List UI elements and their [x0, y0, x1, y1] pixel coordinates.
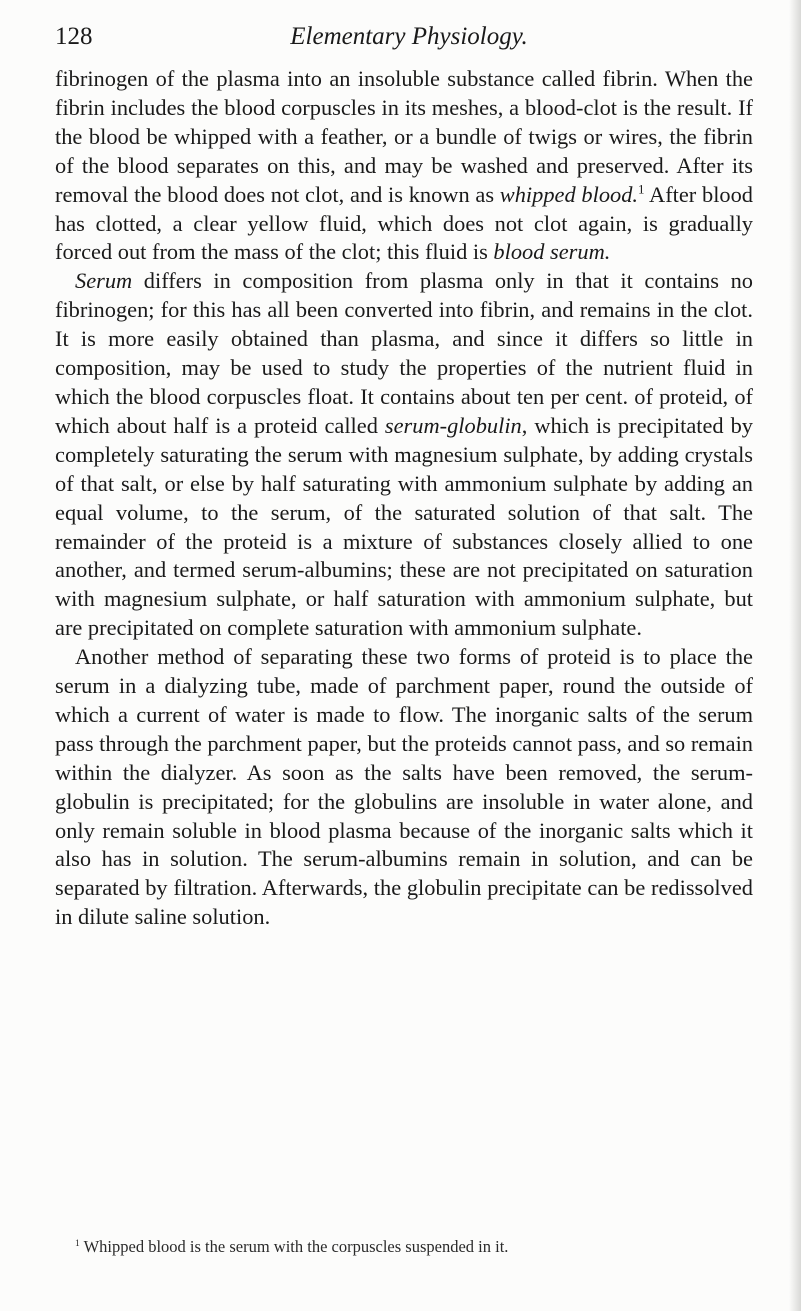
paragraph-text: , which is precipitated by completely saturating the serum with magnesium sulphate, by adding crystals of that salt, or else by half saturating with ammonium sulphate by adding an equal volume, to the serum, of the saturated solution of that salt. The remainder of the proteid is a mixture of substances closely allied to one another, and termed serum-albumins; these are not precipitated on saturation with magnesium sulphate, or half saturation with ammonium sulphate, but are precipitated on complete saturation with ammonium sulphate.	[55, 412, 753, 641]
paragraph-continuation	[55, 65, 753, 267]
paragraph-serum	[55, 267, 753, 643]
page-edge-shadow	[789, 0, 801, 1311]
term-blood-serum: blood serum.	[493, 239, 611, 265]
footnote-reference: 1	[638, 181, 645, 197]
body-text	[55, 65, 753, 932]
term-serum-globulin: serum-globulin	[384, 412, 522, 438]
running-title: Elementary Physiology.	[290, 23, 528, 50]
term-whipped-blood: whipped blood.	[499, 181, 639, 207]
footnote-marker: 1	[75, 1237, 80, 1249]
footnote	[55, 1236, 753, 1258]
page-number: 128	[55, 23, 93, 50]
paragraph-text: fibrinogen of the plasma into an insoluble substance called fibrin. When the fibrin includes the blood corpuscles in its meshes, a blood-clot is the result. If the blood be whipped with a feather, or a bundle of twigs or wires, the fibrin of the blood separates on this, and may be washed and preserved. After its removal the blood does not clot, and is known as	[55, 66, 753, 207]
term-serum: Serum	[75, 268, 133, 294]
footnote-text: Whipped blood is the serum with the corpuscles suspended in it.	[79, 1237, 509, 1256]
paragraph-dialysis: Another method of separating these two forms of proteid is to place the serum in a dialyzing tube, made of parchment paper, round the outside of which a current of water is made to flow. The inorganic salts of the serum pass through the parchment paper, but the proteids cannot pass, and so remain within the dialyzer. As soon as the salts have been removed, the serum-globulin is precipitated; for the globulins are insoluble in water alone, and only remain soluble in blood plasma because of the inorganic salts which it also has in solution. The serum-albumins remain in solution, and can be separated by filtration. Afterwards, the globulin precipitate can be redissolved in dilute saline solution.	[55, 644, 754, 930]
running-head	[55, 22, 755, 56]
paragraph-text: After blood has clotted, a clear yellow fluid, which does not clot again, is gradually forced out from the mass of the clot; this fluid is	[55, 181, 753, 265]
paragraph-text: differs in composition from plasma only in that it contains no fibrinogen; for this has all been converted into fibrin, and remains in the clot. It is more easily obtained than plasma, and since it differs so little in composition, may be used to study the properties of the nutrient fluid in which the blood corpuscles float. It contains about ten per cent. of proteid, of which about half is a proteid called	[55, 268, 753, 438]
